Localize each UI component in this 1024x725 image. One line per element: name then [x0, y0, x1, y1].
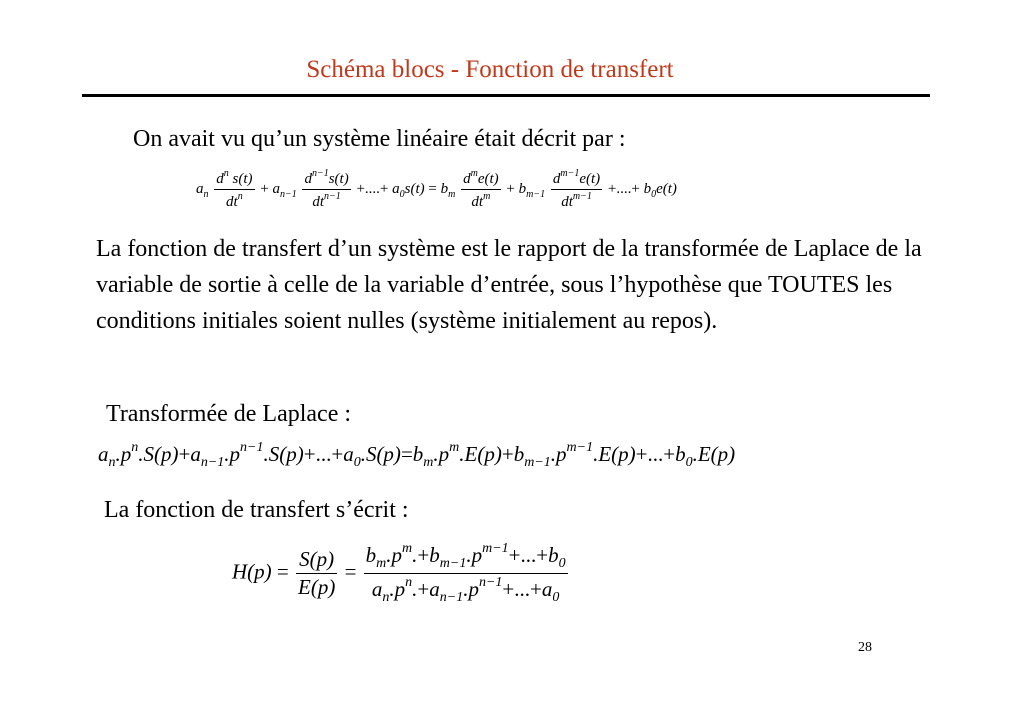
transfer-function-equation: H(p) = $\frac{S(p)}{E(p)}$ = $\frac{b_m.p^m.+b_{m-1}.p^{m-1}+...+b_0}{a_n.p^n.+a_{n-1}.p^{n-1}+...+a_0}$ — [232, 541, 566, 605]
intro-text: On avait vu qu’un système linéaire était décrit par : — [133, 126, 626, 152]
laplace-label: Transformée de Laplace : — [106, 401, 352, 427]
page-number: 28 — [858, 640, 872, 655]
slide-title: Schéma blocs - Fonction de transfert — [306, 56, 674, 83]
transfer-label: La fonction de transfert s’écrit : — [104, 497, 409, 523]
differential-equation: $a_n$ $\frac{d^n s(t)}{dt^n}$ + $a_{n-1}$ $\frac{d^{n-1}s(t)}{dt^{n-1}}$ +....+ $a_0s(t) = b_m$ $\frac{d^me(t)}{dt^m}$ + $b_{m-1}$ $\frac{d^{m-1}e(t)}{dt^{m-1}}$ +....+ $b_0e(t)$ — [196, 168, 677, 210]
laplace-equation: $a_n.p^n.S(p)+a_{n-1}.p^{n-1}.S(p)+...+a_0.S(p)=b_m.p^m.E(p)+b_{m-1}.p^{m-1}.E(p)+...+b_0.E(p)$ — [98, 440, 736, 470]
definition-text: La fonction de transfert d’un système est le rapport de la transformée de Laplace de la variable de sortie à celle de la variable d’entrée, sous l’hypothèse que TOUTES les conditions initiales soient nulles (système initialement au repos). — [96, 236, 922, 334]
title-divider — [82, 94, 930, 97]
